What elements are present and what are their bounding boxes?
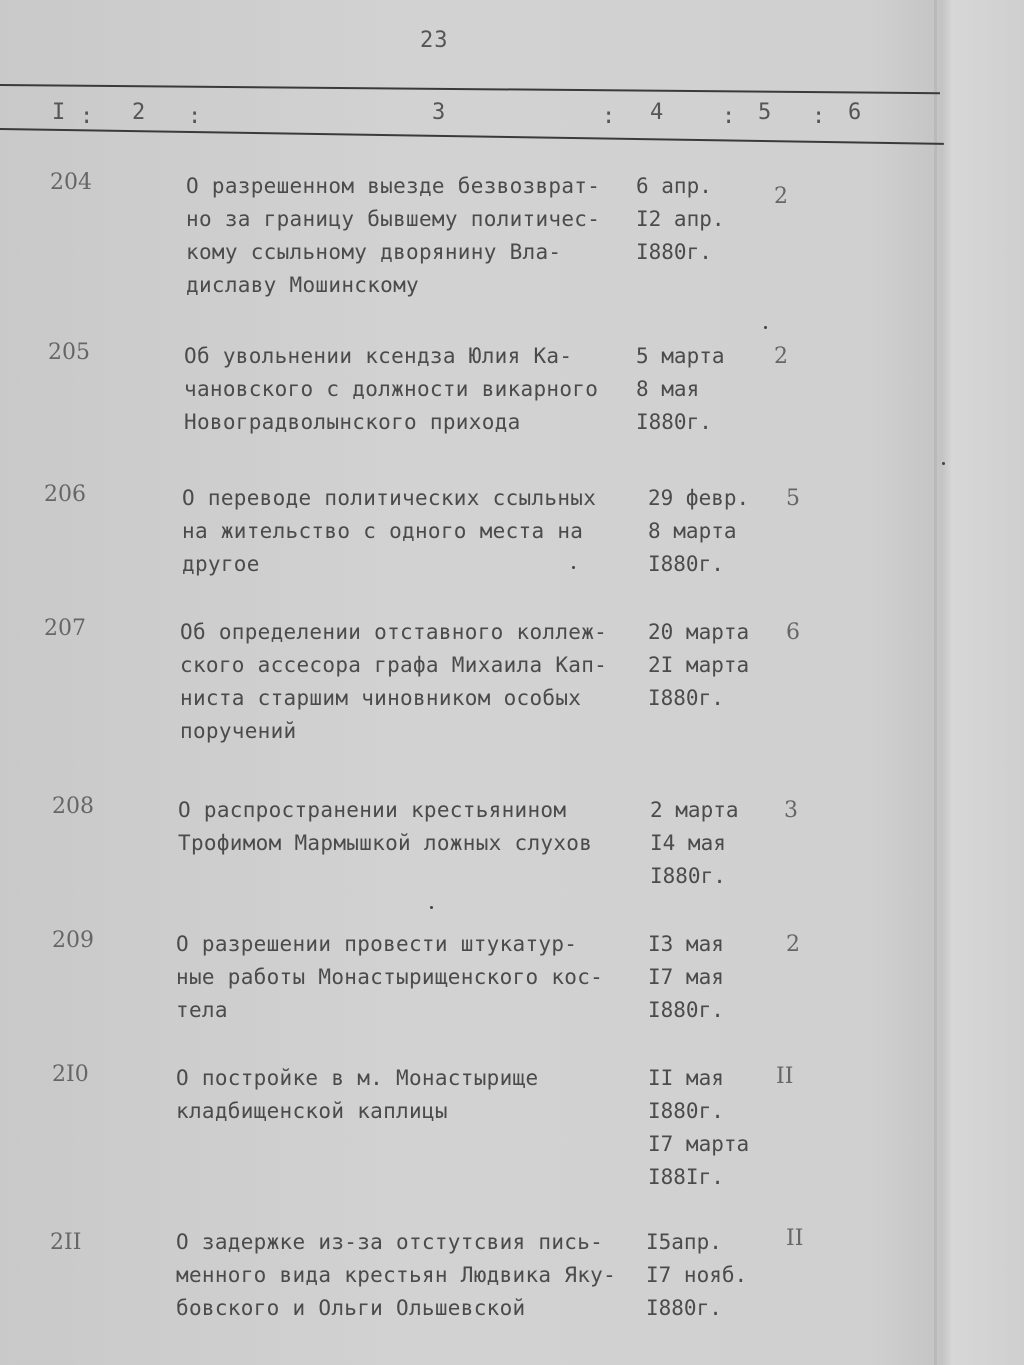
description-line: Новоградволынского прихода bbox=[184, 410, 521, 434]
record-dates bbox=[648, 482, 749, 581]
date-line: I880г. bbox=[636, 240, 712, 264]
paper-speck bbox=[430, 906, 433, 909]
description-line: кому ссыльному дворянину Вла- bbox=[186, 240, 562, 264]
column-separator: : bbox=[80, 104, 94, 129]
column-number-6: 6 bbox=[848, 100, 862, 125]
date-line: I7 мая bbox=[648, 965, 724, 989]
record-sheet-count: 2 bbox=[786, 932, 800, 957]
record-number: 204 bbox=[50, 170, 92, 195]
page-edge bbox=[934, 0, 937, 1365]
description-line: поручений bbox=[180, 719, 297, 743]
description-line: О распространении крестьянином bbox=[178, 798, 567, 822]
header-rule-top bbox=[0, 84, 940, 94]
date-line: 20 марта bbox=[648, 620, 750, 644]
column-number-4: 4 bbox=[650, 100, 664, 125]
date-line: 5 марта bbox=[636, 344, 725, 368]
date-line: I7 нояб. bbox=[646, 1263, 748, 1287]
record-description bbox=[178, 794, 592, 860]
description-line: чановского с должности викарного bbox=[184, 377, 599, 401]
date-line: 2 марта bbox=[650, 798, 739, 822]
column-separator: : bbox=[188, 104, 202, 129]
description-line: кладбищенской каплицы bbox=[176, 1099, 448, 1123]
record-sheet-count: 5 bbox=[786, 486, 800, 511]
record-sheet-count: 6 bbox=[786, 620, 800, 645]
date-line: I4 мая bbox=[650, 831, 726, 855]
record-number: 2II bbox=[50, 1230, 82, 1255]
record-number: 207 bbox=[44, 616, 86, 641]
record-description bbox=[176, 1226, 616, 1325]
record-description bbox=[186, 170, 600, 302]
record-sheet-count: II bbox=[786, 1226, 804, 1251]
description-line: ского ассесора графа Михаила Кап- bbox=[180, 653, 608, 677]
description-line: ниста старшим чиновником особых bbox=[180, 686, 582, 710]
paper-speck bbox=[942, 462, 945, 465]
description-line: О разрешении провести штукатур- bbox=[176, 932, 578, 956]
column-number-3: 3 bbox=[432, 100, 446, 125]
header-rule-bottom bbox=[0, 128, 944, 145]
description-line: Об определении отставного коллеж- bbox=[180, 620, 608, 644]
date-line: I880г. bbox=[636, 410, 712, 434]
date-line: I3 мая bbox=[648, 932, 724, 956]
column-separator: : bbox=[602, 104, 616, 129]
description-line: О переводе политических ссыльных bbox=[182, 486, 597, 510]
date-line: I2 апр. bbox=[636, 207, 725, 231]
date-line: I880г. bbox=[648, 1099, 724, 1123]
paper-speck bbox=[764, 326, 767, 329]
description-line: О постройке в м. Монастырище bbox=[176, 1066, 539, 1090]
record-dates bbox=[648, 928, 724, 1027]
record-dates bbox=[646, 1226, 747, 1325]
record-dates bbox=[650, 794, 739, 893]
record-number: 205 bbox=[48, 340, 90, 365]
column-number-2: 2 bbox=[132, 100, 146, 125]
record-description bbox=[176, 1062, 538, 1128]
record-number: 206 bbox=[44, 482, 86, 507]
date-line: I880г. bbox=[650, 864, 726, 888]
description-line: но за границу бывшему политичес- bbox=[186, 207, 601, 231]
description-line: О разрешенном выезде безвозврат- bbox=[186, 174, 601, 198]
record-dates bbox=[648, 1062, 749, 1194]
date-line: 2I марта bbox=[648, 653, 750, 677]
description-line: О задержке из-за отстутсвия пись- bbox=[176, 1230, 604, 1254]
description-line: ные работы Монастырищенского кос- bbox=[176, 965, 604, 989]
date-line: I7 марта bbox=[648, 1132, 750, 1156]
record-dates bbox=[636, 170, 725, 269]
paper-speck bbox=[572, 566, 575, 569]
date-line: I880г. bbox=[648, 552, 724, 576]
record-dates bbox=[648, 616, 749, 715]
date-line: I88Iг. bbox=[648, 1165, 724, 1189]
description-line: менного вида крестьян Людвика Яку- bbox=[176, 1263, 617, 1287]
date-line: I5апр. bbox=[646, 1230, 722, 1254]
record-sheet-count: 2 bbox=[774, 184, 788, 209]
column-number-5: 5 bbox=[758, 100, 772, 125]
description-line: диславу Мошинскому bbox=[186, 273, 419, 297]
record-sheet-count: 2 bbox=[774, 344, 788, 369]
date-line: 29 февр. bbox=[648, 486, 750, 510]
date-line: 8 марта bbox=[648, 519, 737, 543]
date-line: I880г. bbox=[648, 998, 724, 1022]
description-line: Трофимом Мармышкой ложных слухов bbox=[178, 831, 593, 855]
record-number: 208 bbox=[52, 794, 94, 819]
column-separator: : bbox=[722, 104, 736, 129]
page-number: 23 bbox=[420, 28, 449, 53]
date-line: 6 апр. bbox=[636, 174, 712, 198]
column-separator: : bbox=[812, 104, 826, 129]
date-line: II мая bbox=[648, 1066, 724, 1090]
record-number: 209 bbox=[52, 928, 94, 953]
record-description bbox=[180, 616, 607, 748]
record-description bbox=[176, 928, 603, 1027]
record-description bbox=[184, 340, 598, 439]
date-line: I880г. bbox=[646, 1296, 722, 1320]
description-line: бовского и Ольги Ольшевской bbox=[176, 1296, 526, 1320]
record-number: 2I0 bbox=[52, 1062, 89, 1087]
record-sheet-count: II bbox=[776, 1064, 794, 1089]
date-line: I880г. bbox=[648, 686, 724, 710]
description-line: тела bbox=[176, 998, 228, 1022]
record-description bbox=[182, 482, 596, 581]
record-dates bbox=[636, 340, 725, 439]
record-sheet-count: 3 bbox=[784, 798, 798, 823]
date-line: 8 мая bbox=[636, 377, 700, 401]
column-number-1: I bbox=[52, 100, 66, 125]
description-line: другое bbox=[182, 552, 260, 576]
description-line: на жительство с одного места на bbox=[182, 519, 584, 543]
description-line: Об увольнении ксендза Юлия Ка- bbox=[184, 344, 573, 368]
